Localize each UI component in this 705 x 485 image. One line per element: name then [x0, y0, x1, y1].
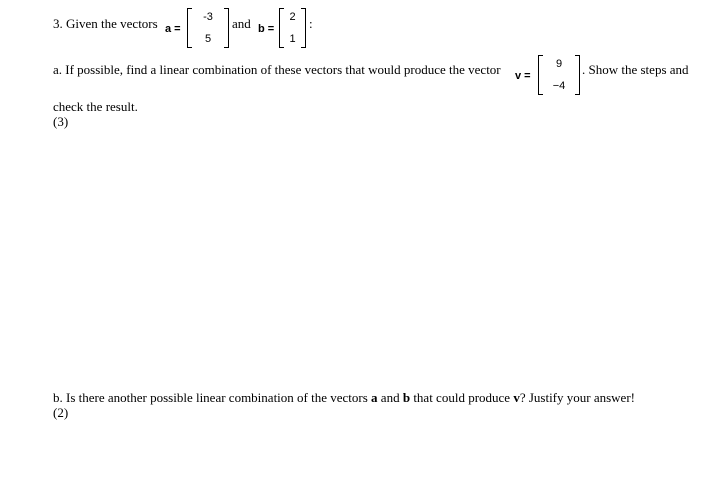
vector-b-label: b = — [258, 23, 275, 35]
left-bracket — [187, 8, 192, 48]
question-intro: 3. Given the vectors — [53, 16, 158, 31]
and-text: and — [232, 16, 251, 31]
colon: : — [309, 16, 313, 31]
vector-a-label: a = — [165, 23, 181, 35]
part-b-and: and — [377, 390, 403, 405]
right-bracket — [575, 55, 580, 95]
vector-v-top: 9 — [555, 58, 563, 70]
left-bracket — [538, 55, 543, 95]
vector-b-bottom: 1 — [289, 33, 296, 45]
vector-a-top: -3 — [203, 11, 213, 23]
part-a-line2: check the result. — [53, 99, 138, 114]
part-b-post: ? Justify your answer! — [519, 390, 635, 405]
part-b-text — [53, 390, 635, 405]
part-a-after: . Show the steps and — [582, 62, 689, 77]
left-bracket — [279, 8, 284, 48]
right-bracket — [224, 8, 229, 48]
right-bracket — [301, 8, 306, 48]
part-b-mid: that could produce — [410, 390, 514, 405]
vector-a-bottom: 5 — [204, 33, 212, 45]
vector-v-label: v = — [515, 70, 531, 82]
part-b-vector-b: b — [402, 390, 411, 405]
part-b-vector-v: v — [513, 390, 520, 405]
vector-a-matrix — [187, 8, 229, 48]
vector-b-top: 2 — [289, 11, 296, 23]
part-b-pre: b. Is there another possible linear combination of the vectors — [53, 390, 372, 405]
part-b-vector-a: a — [371, 390, 378, 405]
vector-v-matrix — [538, 55, 580, 95]
part-a-text: a. If possible, find a linear combination of these vectors that would produce the vector — [53, 62, 501, 77]
part-b-points: (2) — [53, 405, 69, 420]
part-a-points: (3) — [53, 114, 69, 129]
vector-v-bottom: −4 — [552, 80, 566, 92]
vector-b-matrix — [279, 8, 306, 48]
